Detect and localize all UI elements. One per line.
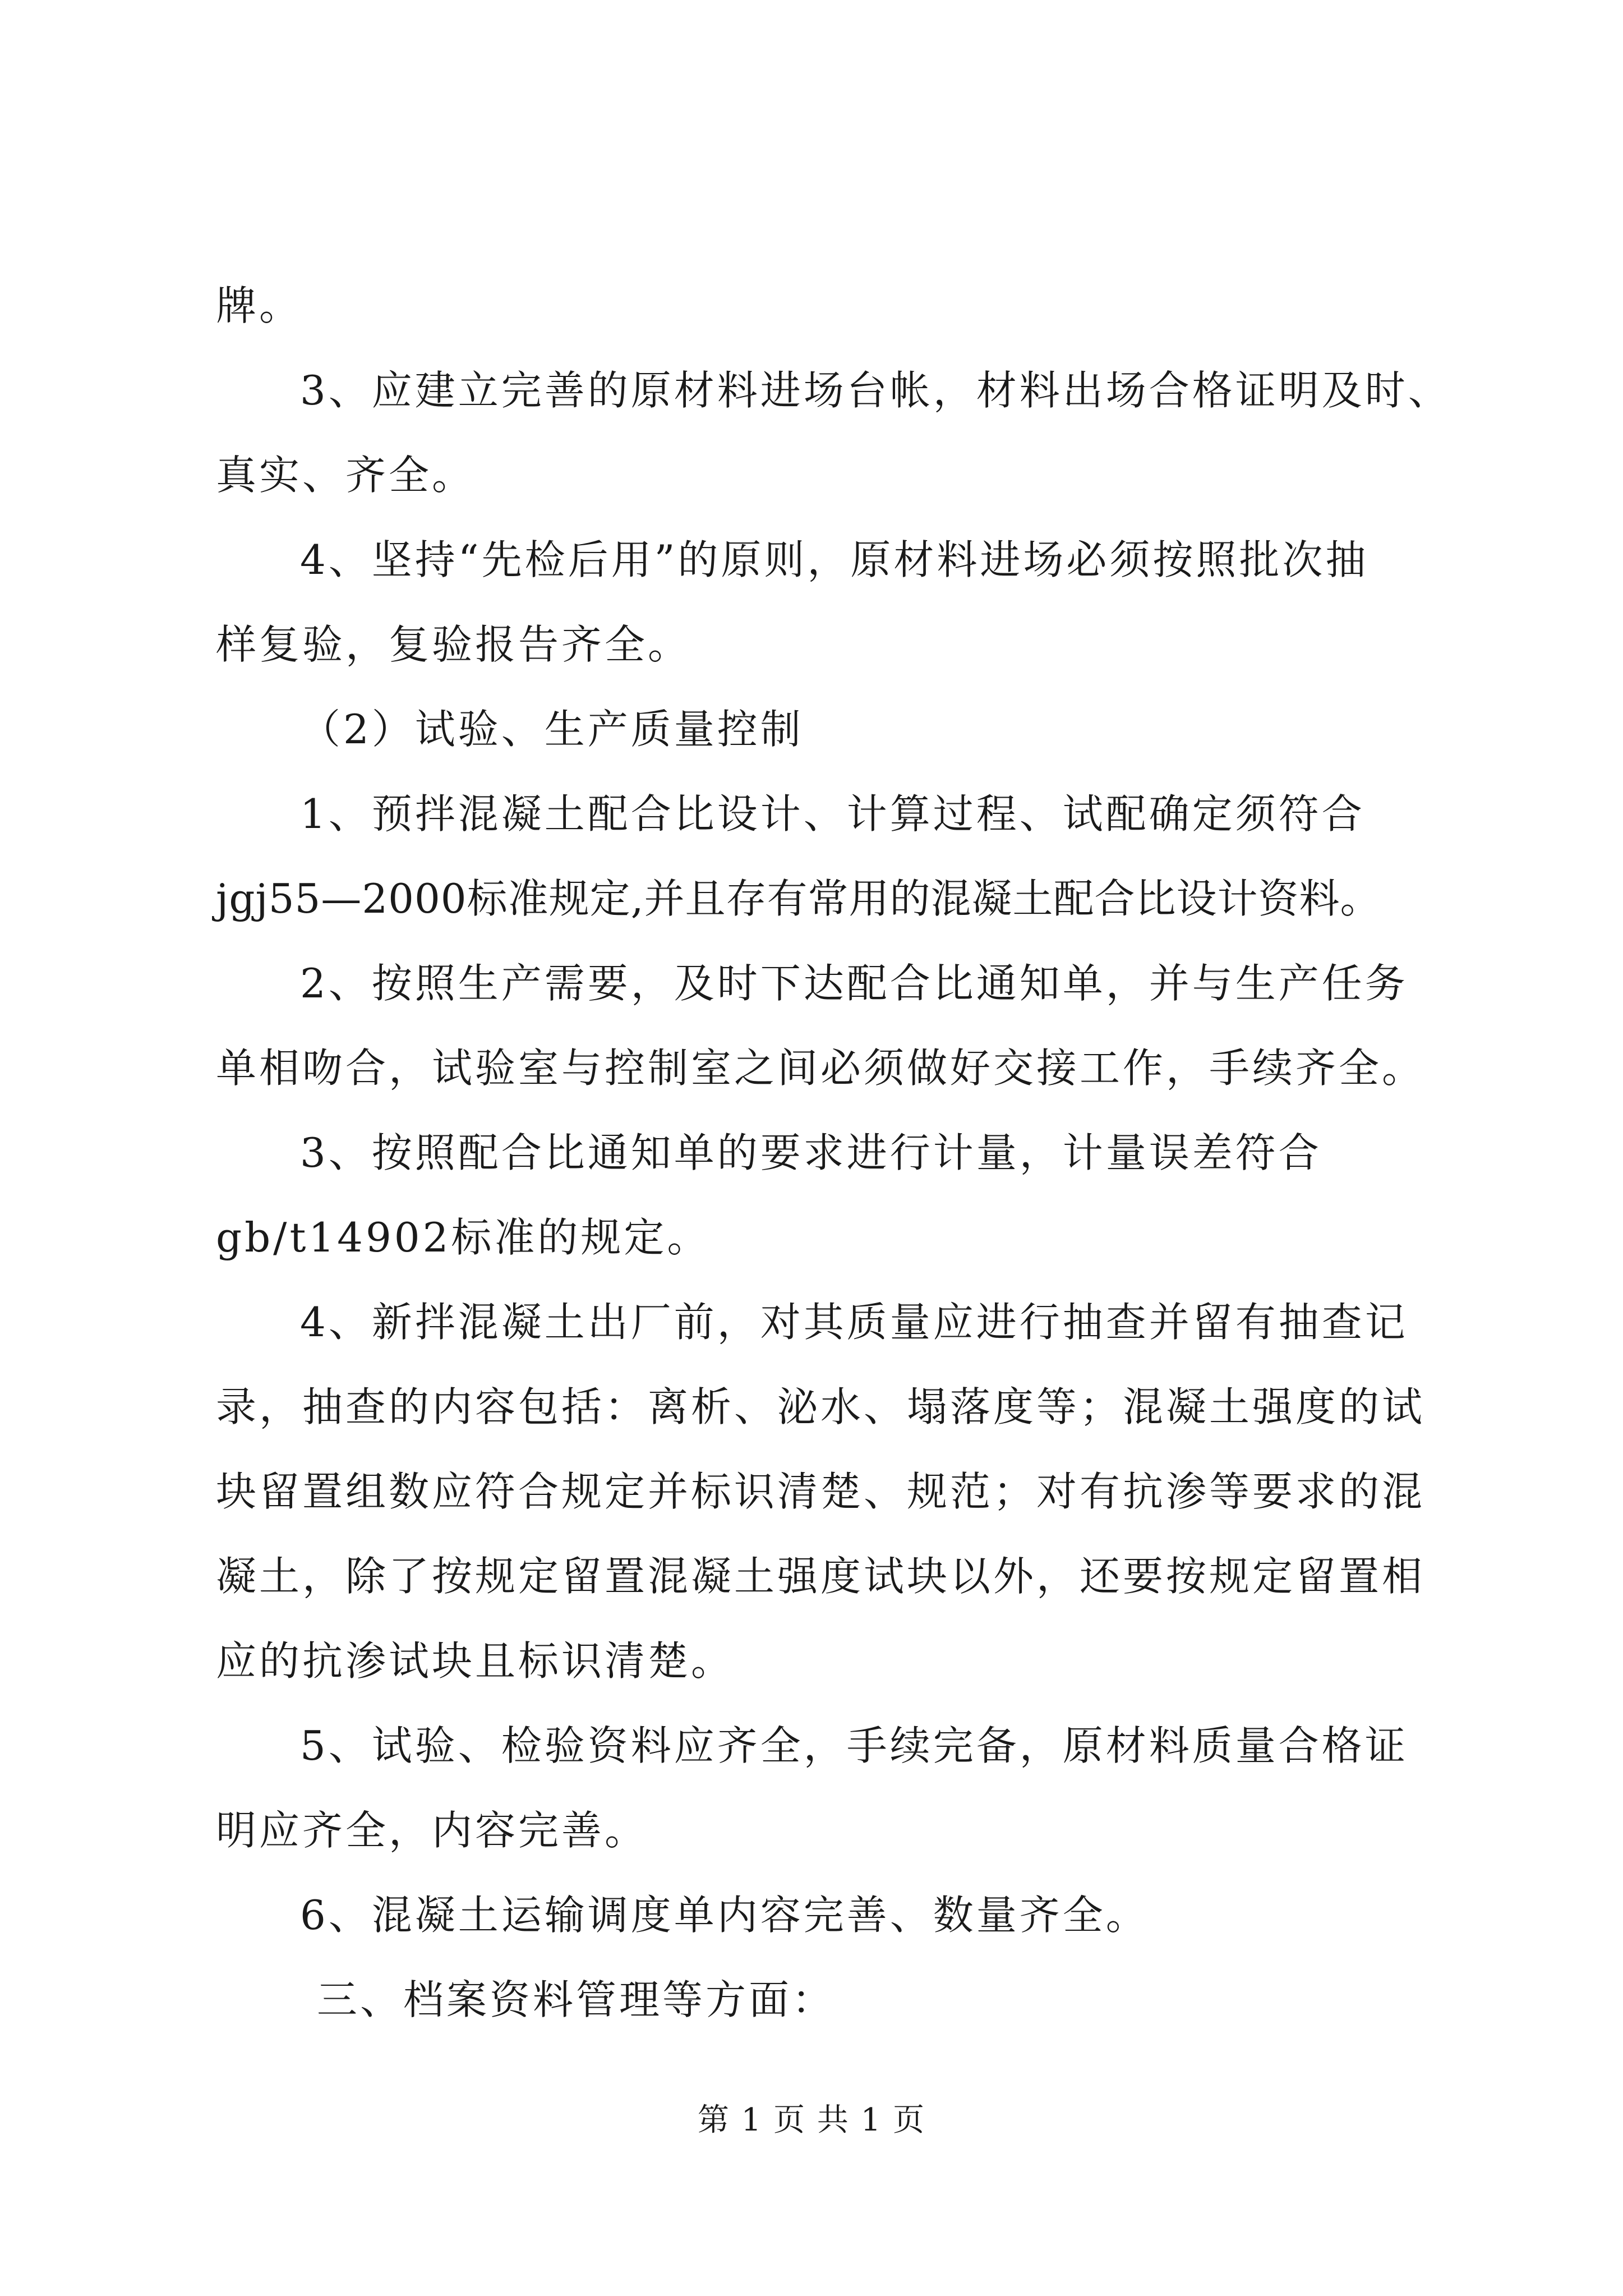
text-line: 6、混凝土运输调度单内容完善、数量齐全。 — [300, 1892, 1149, 1939]
text-line: 明应齐全，内容完善。 — [216, 1807, 648, 1854]
text-line: 5、试验、检验资料应齐全，手续完备，原材料质量合格证 — [300, 1722, 1408, 1769]
text-line: 块留置组数应符合规定并标识清楚、规范；对有抗渗等要求的混 — [216, 1468, 1426, 1515]
text-line: 应的抗渗试块且标识清楚。 — [216, 1637, 735, 1685]
document-body — [216, 264, 1451, 2042]
text-line: jgj55—2000标准规定,并且存有常用的混凝土配合比设计资料。 — [216, 875, 1381, 922]
text-line: 单相吻合，试验室与控制室之间必须做好交接工作，手续齐全。 — [216, 1045, 1426, 1092]
text-line: 2、按照生产需要，及时下达配合比通知单，并与生产任务 — [300, 960, 1408, 1007]
text-line: 4、坚持“先检后用”的原则，原材料进场必须按照批次抽 — [300, 536, 1369, 583]
text-line: 3、应建立完善的原材料进场台帐，材料出场合格证明及时、 — [300, 367, 1451, 414]
text-line: 真实、齐全。 — [216, 452, 476, 499]
text-line: 样复验，复验报告齐全。 — [216, 621, 691, 668]
text-line: 3、按照配合比通知单的要求进行计量，计量误差符合 — [300, 1129, 1322, 1176]
text-line: 录，抽查的内容包括：离析、泌水、塌落度等；混凝土强度的试 — [216, 1383, 1426, 1430]
text-line: 凝土，除了按规定留置混凝土强度试块以外，还要按规定留置相 — [216, 1553, 1426, 1600]
text-line: gb/t14902标准的规定。 — [216, 1214, 711, 1261]
text-line: 牌。 — [216, 282, 303, 329]
page-number-footer: 第 1 页 共 1 页 — [697, 2102, 926, 2138]
text-line: 4、新拌混凝土出厂前，对其质量应进行抽查并留有抽查记 — [300, 1299, 1408, 1346]
section-heading: 三、档案资料管理等方面： — [317, 1976, 836, 2023]
text-line: 1、预拌混凝土配合比设计、计算过程、试配确定须符合 — [300, 790, 1365, 838]
section-heading: （2）试验、生产质量控制 — [300, 706, 804, 753]
